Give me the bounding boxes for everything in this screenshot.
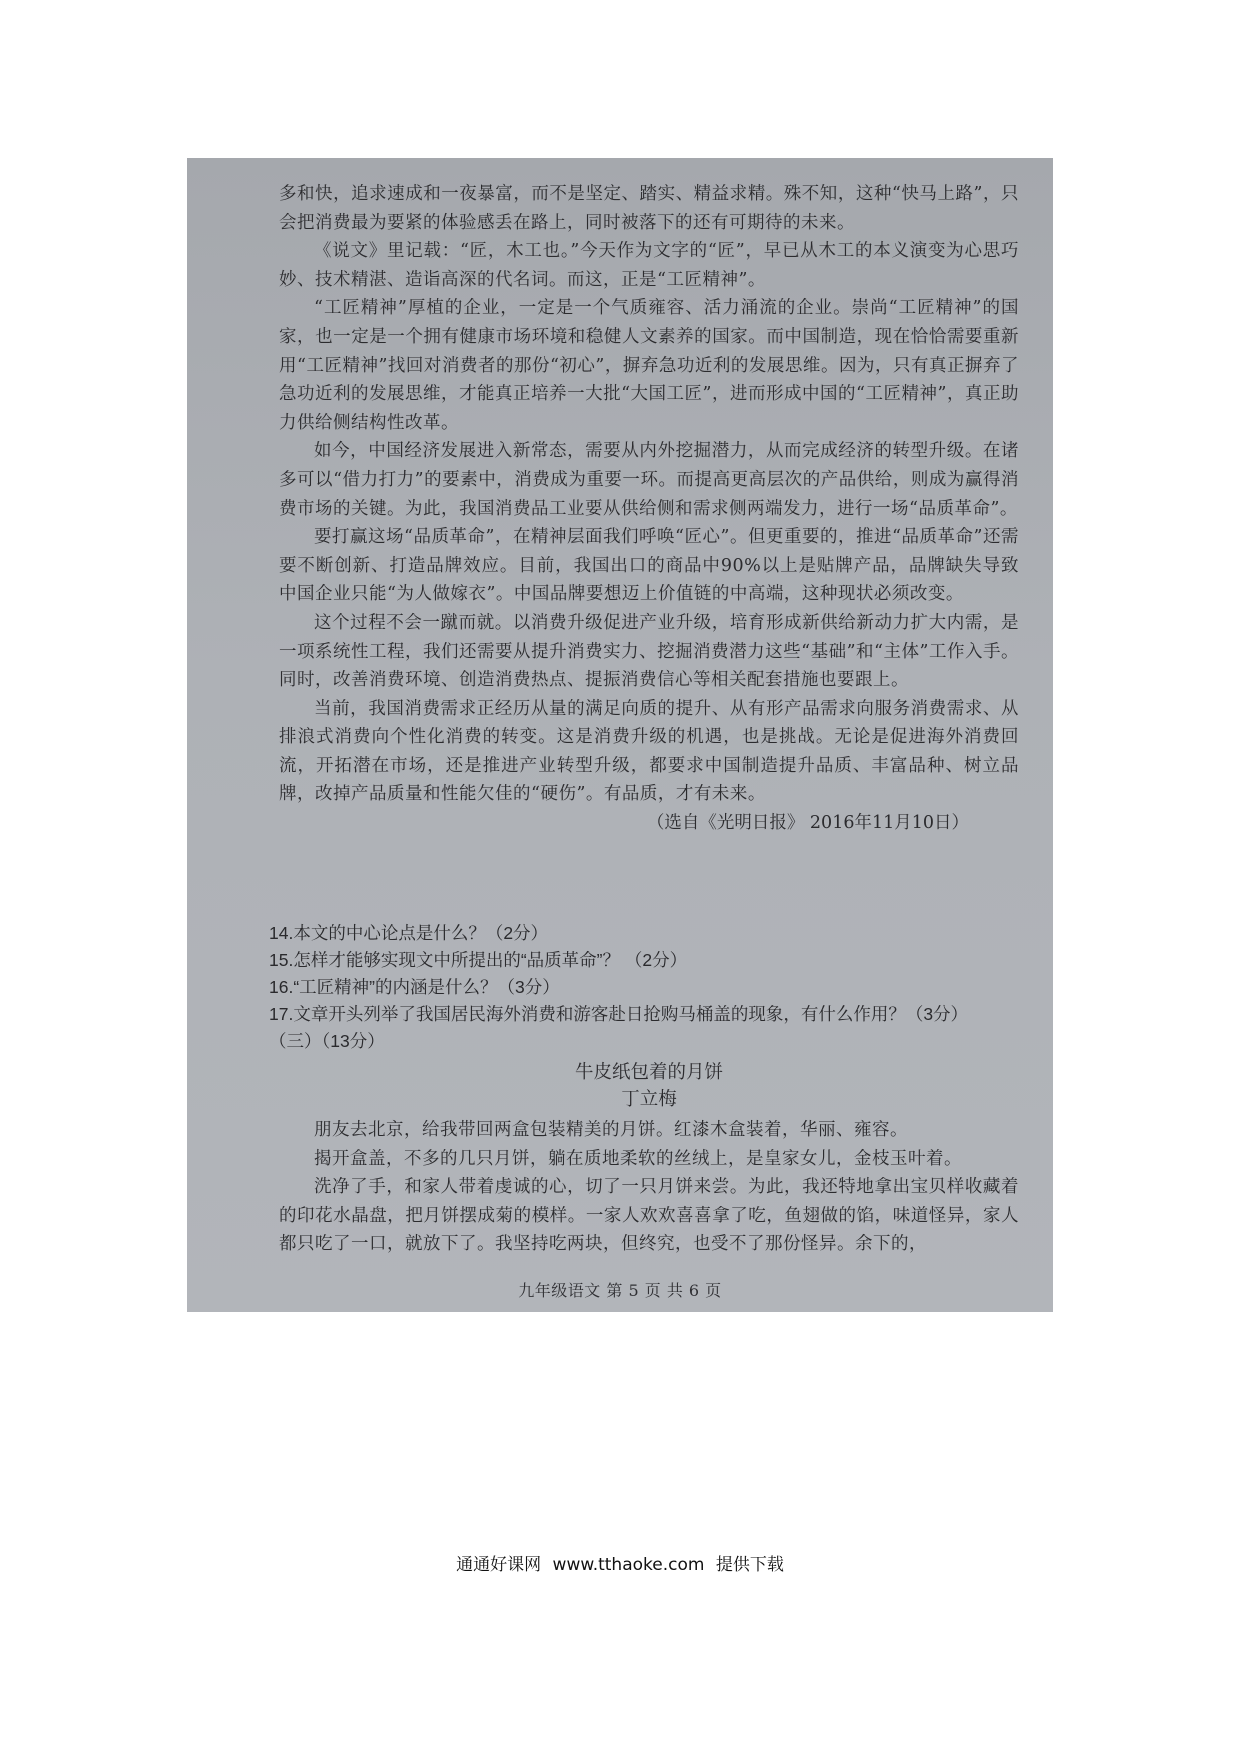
scanned-exam-page-photo <box>187 158 1053 1312</box>
article-paragraph: 《说文》里记载：“匠，木工也。”今天作为文字的“匠”，早已从木工的本义演变为心思巧妙、技术精湛、造诣高深的代名词。而这，正是“工匠精神”。 <box>279 241 1019 290</box>
story-author: 丁立梅 <box>621 1088 677 1109</box>
story-paragraph: 揭开盒盖，不多的几只月饼，躺在质地柔软的丝绒上，是皇家女儿，金枝玉叶着。 <box>314 1148 962 1169</box>
watermark-url: www.tthaoke.com <box>552 1555 705 1575</box>
article-source-citation: （选自《光明日报》 2016年11月10日） <box>646 813 969 834</box>
story-paragraph: 朋友去北京，给我带回两盒包装精美的月饼。红漆木盒装着，华丽、雍容。 <box>314 1120 908 1140</box>
question-item: 17.文章开头列举了我国居民海外消费和游客赴日抢购马桶盖的现象，有什么作用？（3分） <box>269 1004 969 1024</box>
question-item: 15.怎样才能够实现文中所提出的“品质革命”？ （2分） <box>269 950 688 970</box>
download-watermark <box>0 1550 1240 1575</box>
story-title: 牛皮纸包着的月饼 <box>574 1061 723 1082</box>
article-paragraph: 要打赢这场“品质革命”，在精神层面我们呼唤“匠心”。但更重要的，推进“品质革命”还需要不断创新、打造品牌效应。目前，我国出口的商品中90%以上是贴牌产品，品牌缺失导致中国企业只能“为人做嫁衣”。中国品牌要想迈上价值链的中高端，这种现状必须改变。 <box>279 527 1019 605</box>
article-body <box>279 180 1019 855</box>
story-section <box>279 1058 1019 1259</box>
article-paragraph: 当前，我国消费需求正经历从量的满足向质的提升、从有形产品需求向服务消费需求、从排浪式消费向个性化消费的转变。这是消费升级的机遇，也是挑战。无论是促进海外消费回流，开拓潜在市场，还是推进产业转型升级，都要求中国制造提升品质、丰富品种、树立品牌，改掉产品质量和性能欠佳的“硬伤”。有品质，才有未来。 <box>279 698 1019 805</box>
article-paragraph: 这个过程不会一蹴而就。以消费升级促进产业升级，培育形成新供给新动力扩大内需，是一项系统性工程，我们还需要从提升消费实力、挖掘消费潜力这些“基础”和“主体”工作入手。同时，改善消费环境、创造消费热点、提振消费信心等相关配套措施也要跟上。 <box>279 612 1019 691</box>
story-paragraph: 洗净了手，和家人带着虔诚的心，切了一只月饼来尝。为此，我还特地拿出宝贝样收藏着的印花水晶盘，把月饼摆成菊的模样。一家人欢欢喜喜拿了吃，鱼翅做的馅，味道怪异，家人都只吃了一口，就放下了。我坚持吃两块，但终究，也受不了那份怪异。余下的， <box>279 1177 1019 1255</box>
section-heading: （三）（13分） <box>269 1031 385 1051</box>
article-paragraph: 如今，中国经济发展进入新常态，需要从内外挖掘潜力，从而完成经济的转型升级。在诸多可以“借力打力”的要素中，消费成为重要一环。而提高更高层次的产品供给，则成为赢得消费市场的关键。为此，我国消费品工业要从供给侧和需求侧两端发力，进行一场“品质革命”。 <box>279 441 1019 519</box>
watermark-action: 提供下载 <box>715 1555 784 1575</box>
question-list <box>269 920 1029 1055</box>
article-paragraph: 多和快，追求速成和一夜暴富，而不是坚定、踏实、精益求精。殊不知，这种“快马上路”，只会把消费最为要紧的体验感丢在路上，同时被落下的还有可期待的未来。 <box>279 184 1019 233</box>
watermark-site-name: 通通好课网 <box>456 1555 542 1575</box>
question-item: 16.“工匠精神”的内涵是什么？（3分） <box>269 977 560 997</box>
question-item: 14.本文的中心论点是什么？（2分） <box>269 923 549 943</box>
article-paragraph: “工匠精神”厚植的企业，一定是一个气质雍容、活力涌流的企业。崇尚“工匠精神”的国家，也一定是一个拥有健康市场环境和稳健人文素养的国家。而中国制造，现在恰恰需要重新用“工匠精神”找回对消费者的那份“初心”，摒弃急功近利的发展思维。因为，只有真正摒弃了急功近利的发展思维，才能真正培养一大批“大国工匠”，进而形成中国的“工匠精神”，真正助力供给侧结构性改革。 <box>279 298 1019 433</box>
page-footer: 九年级语文 第 5 页 共 6 页 <box>518 1281 722 1300</box>
